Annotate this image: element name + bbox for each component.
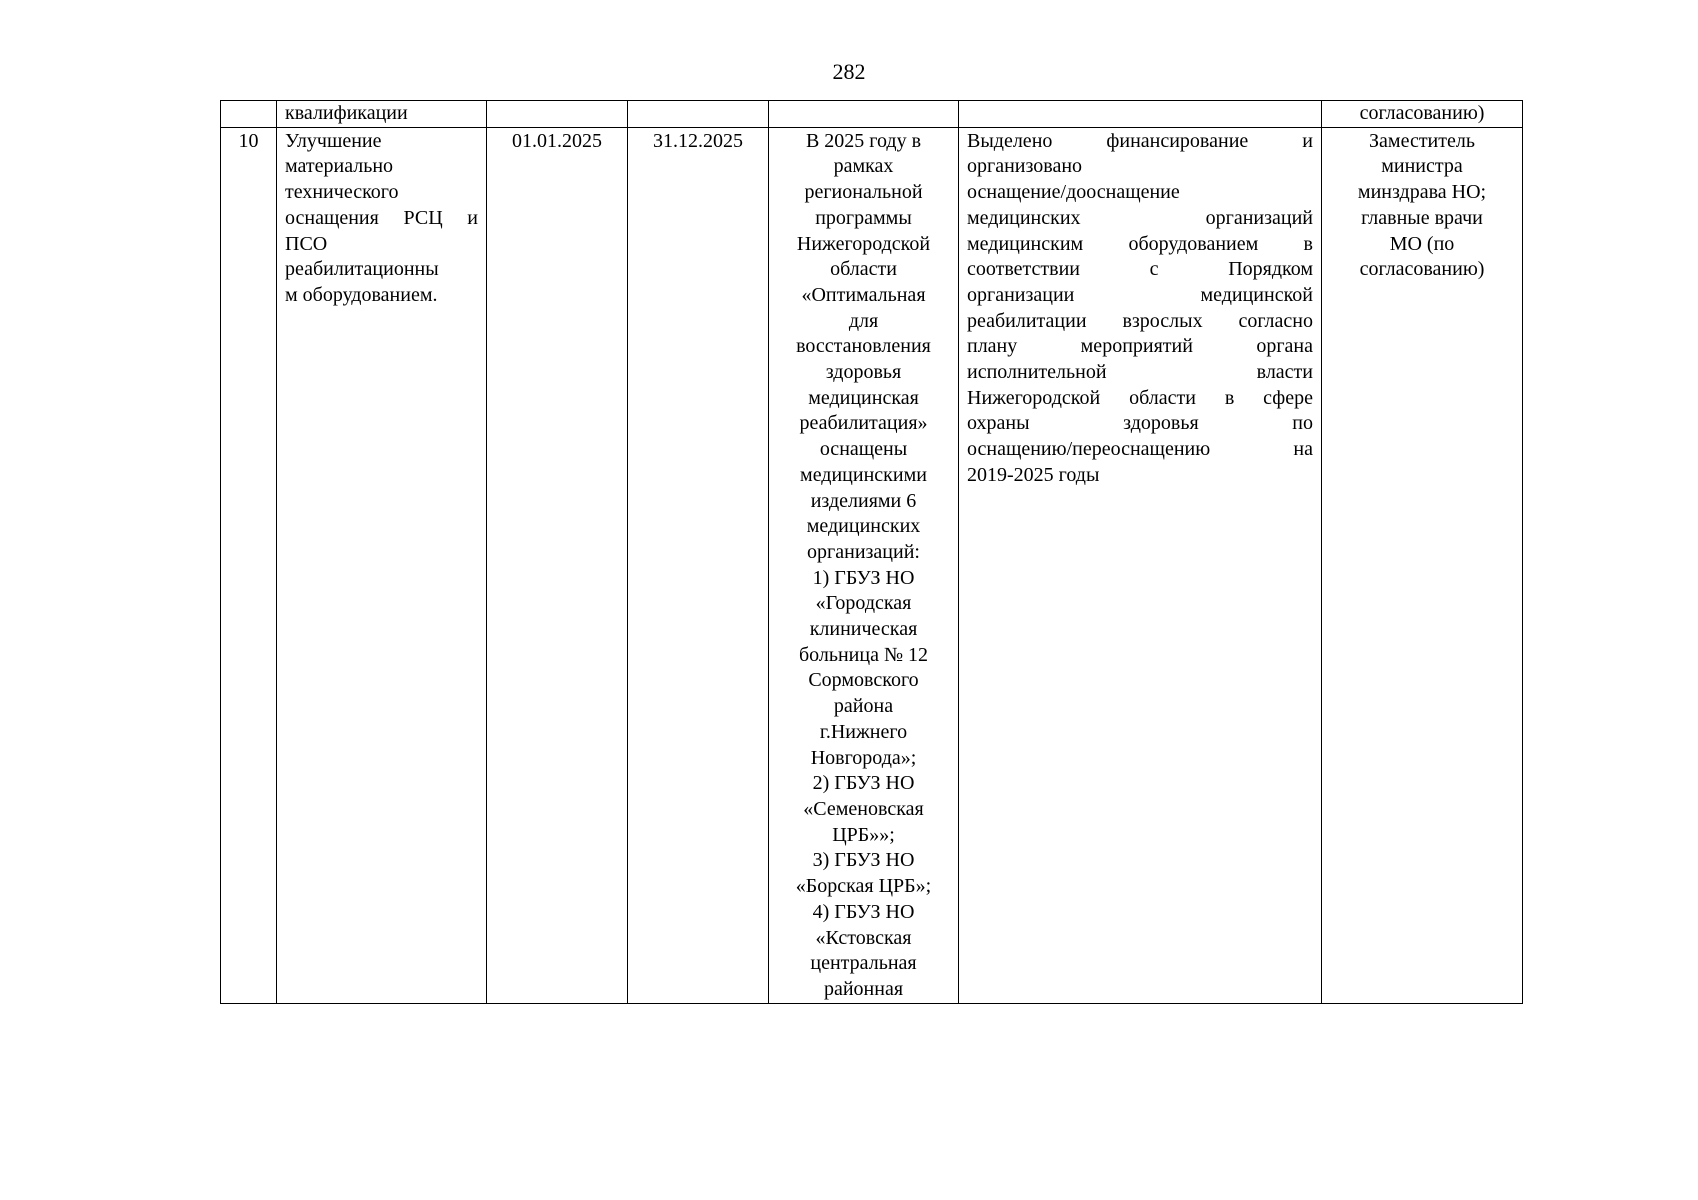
responsible-line: МО (по xyxy=(1389,232,1455,255)
result-line: района xyxy=(833,695,894,718)
responsible-line: согласованию) xyxy=(1359,258,1485,281)
result-line: восстановления xyxy=(796,335,931,358)
activity-line: технического xyxy=(285,181,399,204)
result-line: изделиями 6 xyxy=(810,489,917,512)
characteristic-line: Выделено финансирование и xyxy=(967,129,1313,152)
result-line: медицинская xyxy=(808,386,919,409)
characteristic-line: соответствии с Порядком xyxy=(967,258,1313,281)
characteristic-line: плану мероприятий органа xyxy=(967,335,1313,358)
result-line: больница № 12 xyxy=(798,643,929,666)
characteristic-line: исполнительной власти xyxy=(967,361,1313,384)
page-number: 282 xyxy=(832,59,866,84)
result-line: оснащены xyxy=(819,438,908,461)
cell-result xyxy=(769,101,959,128)
result-line: В 2025 году в xyxy=(805,129,922,152)
characteristic-line: Нижегородской области в сфере xyxy=(967,386,1313,409)
cell-num xyxy=(221,101,277,128)
activity-line: Улучшение xyxy=(285,129,382,152)
cell-activity: квалификации xyxy=(277,101,487,128)
result-line: г.Нижнего xyxy=(819,720,908,743)
table-row xyxy=(221,127,1523,1003)
characteristic-line: 2019-2025 годы xyxy=(967,463,1100,486)
activity-line: м оборудованием. xyxy=(285,283,438,306)
result-line: «Кстовская xyxy=(815,926,912,949)
result-line: для xyxy=(848,309,879,332)
result-line: 4) ГБУЗ НО xyxy=(812,900,915,923)
activity-line: ПСО xyxy=(285,232,328,255)
result-line: реабилитация» xyxy=(799,412,928,435)
result-line: Нижегородской xyxy=(796,232,931,255)
result-line: «Семеновская xyxy=(803,797,924,820)
result-line: области xyxy=(830,258,897,281)
result-line: рамках xyxy=(833,155,894,178)
result-line: Новгорода»; xyxy=(810,746,917,769)
cell-responsible: согласованию) xyxy=(1322,101,1523,128)
result-line: Сормовского xyxy=(808,669,919,692)
characteristic-line: охраны здоровья по xyxy=(967,412,1313,435)
result-line: клиническая xyxy=(809,618,918,641)
characteristic-line: оснащению/переоснащению на xyxy=(967,438,1313,461)
result-line: организаций: xyxy=(807,540,920,563)
characteristic-line: медицинским оборудованием в xyxy=(967,232,1313,255)
cell-characteristic xyxy=(959,101,1322,128)
activity-line: реабилитационны xyxy=(285,258,439,281)
result-line: медицинских xyxy=(806,515,921,538)
table-row-continuation xyxy=(221,101,1523,128)
activity-line: оснащения РСЦ и xyxy=(285,206,478,229)
responsible-line: министра xyxy=(1381,155,1463,178)
result-line: «Оптимальная xyxy=(801,283,926,306)
measures-table xyxy=(220,100,1523,1004)
result-line: центральная xyxy=(810,952,917,975)
cell-activity xyxy=(277,127,487,1003)
responsible-line: главные врачи xyxy=(1361,206,1483,229)
result-line: программы xyxy=(815,206,912,229)
result-line: ЦРБ»»; xyxy=(832,823,895,846)
cell-start-date xyxy=(487,101,628,128)
result-line: «Городская xyxy=(815,592,912,615)
cell-responsible xyxy=(1322,127,1523,1003)
responsible-line: минздрава НО; xyxy=(1357,181,1487,204)
responsible-line: Заместитель xyxy=(1369,129,1475,152)
activity-line: материально xyxy=(285,155,394,178)
characteristic-line: реабилитации взрослых согласно xyxy=(967,309,1313,332)
cell-characteristic xyxy=(959,127,1322,1003)
result-line: медицинскими xyxy=(800,463,927,486)
result-line: 2) ГБУЗ НО xyxy=(812,772,915,795)
characteristic-line: организовано xyxy=(967,155,1083,178)
cell-result xyxy=(769,127,959,1003)
cell-end-date xyxy=(628,101,769,128)
cell-num: 10 xyxy=(221,127,277,1003)
result-line: здоровья xyxy=(825,361,902,384)
result-line: «Борская ЦРБ»; xyxy=(795,875,932,898)
result-line: региональной xyxy=(804,181,923,204)
characteristic-line: оснащение/дооснащение xyxy=(967,181,1180,204)
result-line: районная xyxy=(823,977,904,1000)
characteristic-line: организации медицинской xyxy=(967,283,1313,306)
characteristic-line: медицинских организаций xyxy=(967,206,1313,229)
result-line: 1) ГБУЗ НО xyxy=(812,566,915,589)
result-line: 3) ГБУЗ НО xyxy=(812,849,915,872)
cell-end-date: 31.12.2025 xyxy=(628,127,769,1003)
cell-start-date: 01.01.2025 xyxy=(487,127,628,1003)
